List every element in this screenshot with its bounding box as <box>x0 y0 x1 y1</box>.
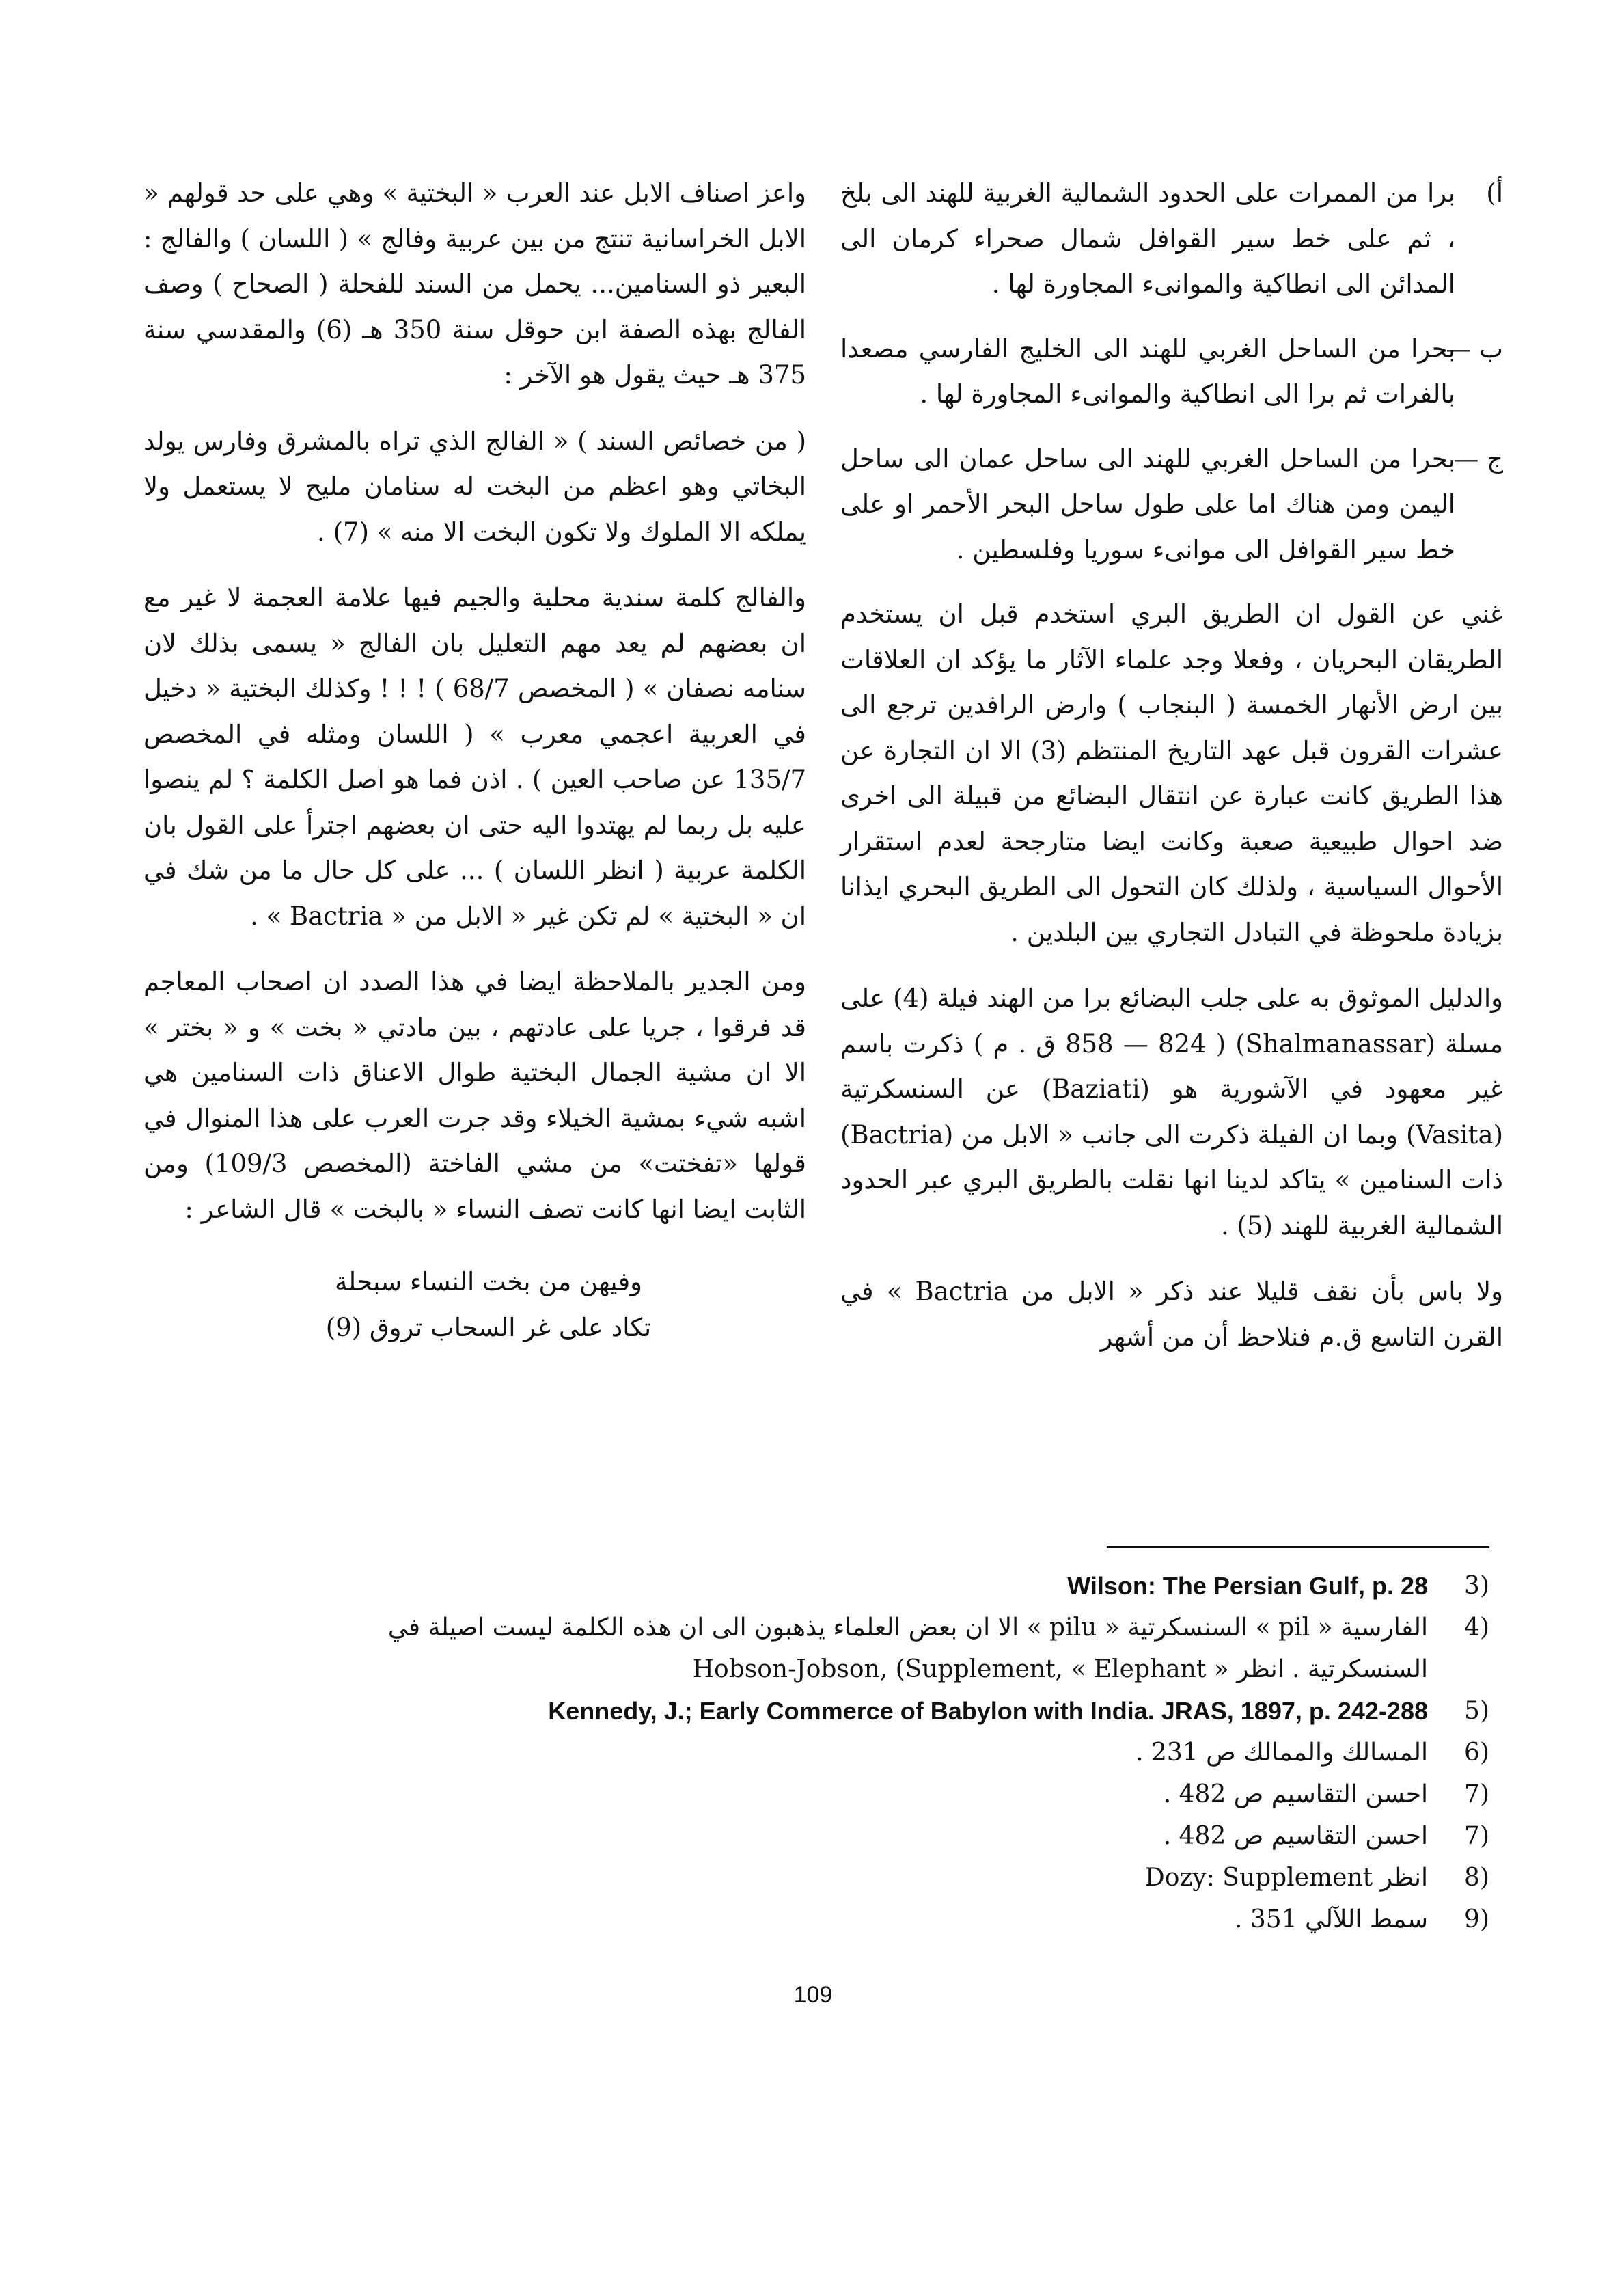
footnotes <box>205 1565 1489 1940</box>
footnote-number: (5 <box>1464 1697 1489 1725</box>
footnote <box>205 1565 1489 1607</box>
list-item <box>840 327 1503 418</box>
poem-verse <box>225 1260 752 1350</box>
page-number: 109 <box>793 1982 833 2008</box>
item-text: بحرا من الساحل الغربي للهند الى الخليج الفارسي مصعدا بالفرات ثم برا الى انطاكية والموانىء المجاورة لها . <box>840 334 1455 409</box>
poem-line: وفيهن من بخت النساء سبحلة <box>334 1267 643 1296</box>
footnote-text: انظر Dozy: Supplement <box>1144 1864 1428 1892</box>
footnote-text: احسن التقاسيم ص 482 . <box>1163 1822 1428 1850</box>
body-paragraph: غني عن القول ان الطريق البري استخدم قبل ان يستخدم الطريقان البحريان ، وفعلا وجد علماء الآثار ما يؤكد ان العلاقات بين ارض الأنهار الخمسة ( البنجاب ) وارض الرافدين ترجع الى عشرات القرون قبل عهد التاريخ المنتظم (3) الا ان التجارة عن هذا الطريق كانت عبارة عن انتقال البضائع من قبيلة الى اخرى ضد احوال طبيعية صعبة وكانت ايضا متارجحة لعدم استقرار الأحوال السياسية ، ولذلك كان التحول الى الطريق البحري ايذانا بزيادة ملحوظة في التبادل التجاري بين البلدين . <box>840 599 1503 947</box>
right-column <box>840 171 1503 1381</box>
list-item <box>840 437 1503 573</box>
body-paragraph: والفالج كلمة سندية محلية والجيم فيها علامة العجمة لا غير مع ان بعضهم لم يعد مهم التعليل بان الفالج « يسمى بذلك لان سنامه نصفان » ( المخصص 68/7 ) ! ! ! وكذلك البختية « دخيل في العربية اعجمي معرب » ( اللسان ومثله في المخصص 135/7 عن صاحب العين ) . اذن فما هو اصل الكلمة ؟ لم ينصوا عليه بل ربما لم يهتدوا اليه حتى ان بعضهم اجترأ على القول بان الكلمة عربية ( انظر اللسان ) ... على كل حال ما من شك في ان « البختية » لم تكن غير « الابل من « Bactria » . <box>143 583 806 931</box>
footnote-number: (3 <box>1464 1572 1489 1600</box>
body-paragraph: ولا باس بأن نقف قليلا عند ذكر « الابل من Bactria » في القرن التاسع ق.م فنلاحظ أن من أشهر <box>840 1277 1503 1352</box>
footnote-text: المسالك والممالك ص 231 . <box>1136 1739 1428 1767</box>
footnote-text: Kennedy, J.; Early Commerce of Babylon with India. JRAS, 1897, p. 242-288 <box>548 1697 1428 1725</box>
footnote-number: (7 <box>1464 1780 1489 1808</box>
footnote <box>205 1899 1489 1940</box>
item-text: برا من الممرات على الحدود الشمالية الغربية للهند الى بلخ ، ثم على خط سير القوافل شمال صحراء كرمان الى المدائن الى انطاكية والموانىء المجاورة لها . <box>840 178 1455 299</box>
footnote-text: السنسكرتية . انظر « Hobson-Jobson, (Supplement, « Elephant <box>692 1655 1428 1683</box>
footnote <box>205 1857 1489 1899</box>
footnote-number: (9 <box>1464 1905 1489 1933</box>
footnote-number: (8 <box>1464 1864 1489 1892</box>
footnote <box>205 1732 1489 1773</box>
footnote-number: (7 <box>1464 1822 1489 1850</box>
body-paragraph: ( من خصائص السند ) « الفالج الذي تراه بالمشرق وفارس يولد البخاتي وهو اعظم من البخت له سنامان مليح لا يستعمل ولا يملكه الا الملوك ولا تكون البخت الا منه » (7) . <box>143 426 806 547</box>
body-paragraph: والدليل الموثوق به على جلب البضائع برا من الهند فيلة (4) على مسلة (Shalmanassar) ( 858 — 824 ق . م ) ذكرت باسم غير معهود في الآشورية هو (Baziati) عن السنسكرتية (Vasita) وبما ان الفيلة ذكرت الى جانب « الابل من (Bactria) ذات السنامين » يتاكد لدينا انها نقلت بالطريق البري عبر الحدود الشمالية الغربية للهند (5) . <box>840 983 1504 1240</box>
footnote-separator <box>1107 1546 1489 1548</box>
footnote-text: احسن التقاسيم ص 482 . <box>1163 1780 1428 1808</box>
footnote-number: (6 <box>1464 1739 1489 1767</box>
footnote-text: Wilson: The Persian Gulf, p. 28 <box>1067 1572 1428 1600</box>
footnote-text: سمط اللآلي 351 . <box>1234 1905 1428 1933</box>
body-paragraph: ومن الجدير بالملاحظة ايضا في هذا الصدد ان اصحاب المعاجم قد فرقوا ، جريا على عادتهم ، بين مادتي « بخت » و « بختر » الا ان مشية الجمال البختية طوال الاعناق ذات السنامين هي اشبه شيء بمشية الخيلاء وقد جرت العرب على هذا المنوال في قولها «تفختت» من مشي الفاختة (المخصص 109/3) ومن الثابت ايضا انها كانت تصف النساء « بالبخت » قال الشاعر : <box>143 967 806 1224</box>
body-paragraph: واعز اصناف الابل عند العرب « البختية » وهي على حد قولهم « الابل الخراسانية تنتج من بين عربية وفالج » ( اللسان ) والفالج : البعير ذو السنامين... يحمل من السند للفحلة ( الصحاح ) وصف الفالج بهذه الصفة ابن حوقل سنة 350 هـ (6) والمقدسي سنة 375 هـ حيث يقول هو الآخر : <box>143 178 807 390</box>
footnote <box>205 1690 1489 1732</box>
left-column <box>143 171 806 1350</box>
footnote-number: (4 <box>1464 1614 1489 1642</box>
footnote <box>205 1607 1489 1690</box>
item-text: بحرا من الساحل الغربي للهند الى ساحل عمان الى ساحل اليمن ومن هناك اما على طول ساحل البحر الأحمر او على خط سير القوافل الى موانىء سوريا وفلسطين . <box>840 444 1455 565</box>
footnote <box>205 1773 1489 1815</box>
poem-line: تكاد على غر السحاب تروق (9) <box>325 1312 652 1342</box>
footnote <box>205 1815 1489 1857</box>
item-marker: ب — <box>1446 334 1503 364</box>
item-marker: أ) <box>1486 178 1503 208</box>
list-item <box>840 171 1503 308</box>
item-marker: ج — <box>1453 444 1503 474</box>
footnote-text: الفارسية « pil » السنسكرتية « pilu » الا ان بعض العلماء يذهبون الى ان هذه الكلمة ليست اصيلة في <box>387 1614 1428 1642</box>
